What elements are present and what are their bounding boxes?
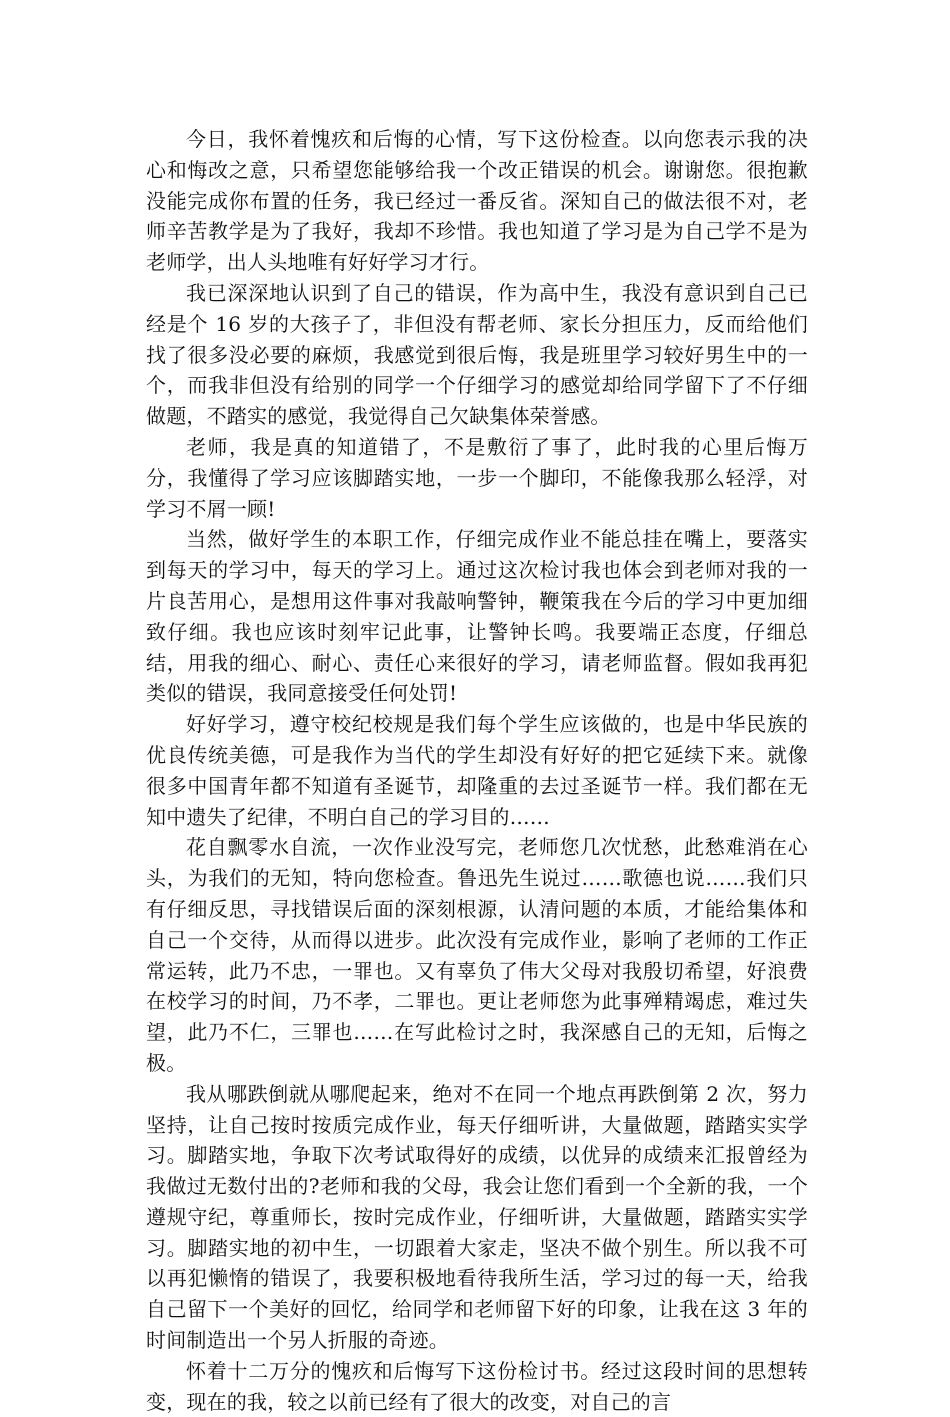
document-body bbox=[146, 124, 808, 1417]
paragraph-5: 好好学习，遵守校纪校规是我们每个学生应该做的，也是中华民族的优良传统美德，可是我作为当代的学生却没有好好的把它延续下来。就像很多中国青年都不知道有圣诞节，却隆重的去过圣诞节一样。我们都在无知中遗失了纪律，不明白自己的学习目的…… bbox=[146, 712, 808, 829]
paragraph-4: 当然，做好学生的本职工作，仔细完成作业不能总挂在嘴上，要落实到每天的学习中，每天的学习上。通过这次检讨我也体会到老师对我的一片良苦用心，是想用这件事对我敲响警钟，鞭策我在今后的学习中更加细致仔细。我也应该时刻牢记此事，让警钟长鸣。我要端正态度，仔细总结，用我的细心、耐心、责任心来很好的学习，请老师监督。假如我再犯类似的错误，我同意接受任何处罚! bbox=[146, 527, 808, 706]
paragraph-2: 我已深深地认识到了自己的错误，作为高中生，我没有意识到自己已经是个 16 岁的大孩子了，非但没有帮老师、家长分担压力，反而给他们找了很多没必要的麻烦，我感觉到很后悔，我是班里学习较好男生中的一个，而我非但没有给别的同学一个仔细学习的感觉却给同学留下了不仔细做题，不踏实的感觉，我觉得自己欠缺集体荣誉感。 bbox=[146, 280, 808, 429]
paragraph-6: 花自飘零水自流，一次作业没写完，老师您几次忧愁，此愁难消在心头，为我们的无知，特向您检查。鲁迅先生说过……歌德也说……我们只有仔细反思，寻找错误后面的深刻根源，认清问题的本质，才能给集体和自己一个交待，从而得以进步。此次没有完成作业，影响了老师的工作正常运转，此乃不忠，一罪也。又有辜负了伟大父母对我殷切希望，好浪费在校学习的时间，乃不孝，二罪也。更让老师您为此事殚精竭虑，难过失望，此乃不仁，三罪也……在写此检讨之时，我深感自己的无知，后悔之极。 bbox=[146, 835, 808, 1075]
paragraph-7: 我从哪跌倒就从哪爬起来，绝对不在同一个地点再跌倒第 2 次，努力坚持，让自己按时按质完成作业，每天仔细听讲，大量做题，踏踏实实学习。脚踏实地，争取下次考试取得好的成绩，以优异的成绩来汇报曾经为我做过无数付出的?老师和我的父母，我会让您们看到一个全新的我，一个遵规守纪，尊重师长，按时完成作业，仔细听讲，大量做题，踏踏实实学习。脚踏实地的初中生，一切跟着大家走，坚决不做个别生。所以我不可以再犯懒惰的错误了，我要积极地看待我所生活，学习过的每一天，给我自己留下一个美好的回忆，给同学和老师留下好的印象，让我在这 3 年的时间制造出一个另人折服的奇迹。 bbox=[146, 1081, 808, 1353]
paragraph-8: 怀着十二万分的愧疚和后悔写下这份检讨书。经过这段时间的思想转变，现在的我，较之以前已经有了很大的改变，对自己的言 bbox=[146, 1358, 808, 1414]
paragraph-3: 老师，我是真的知道错了，不是敷衍了事了，此时我的心里后悔万分，我懂得了学习应该脚踏实地，一步一个脚印，不能像我那么轻浮，对学习不屑一顾! bbox=[146, 434, 808, 521]
paragraph-1: 今日，我怀着愧疚和后悔的心情，写下这份检查。以向您表示我的决心和悔改之意，只希望您能够给我一个改正错误的机会。谢谢您。很抱歉没能完成你布置的任务，我已经过一番反省。深知自己的做法很不对，老师辛苦教学是为了我好，我却不珍惜。我也知道了学习是为自己学不是为老师学，出人头地唯有好好学习才行。 bbox=[146, 127, 808, 275]
